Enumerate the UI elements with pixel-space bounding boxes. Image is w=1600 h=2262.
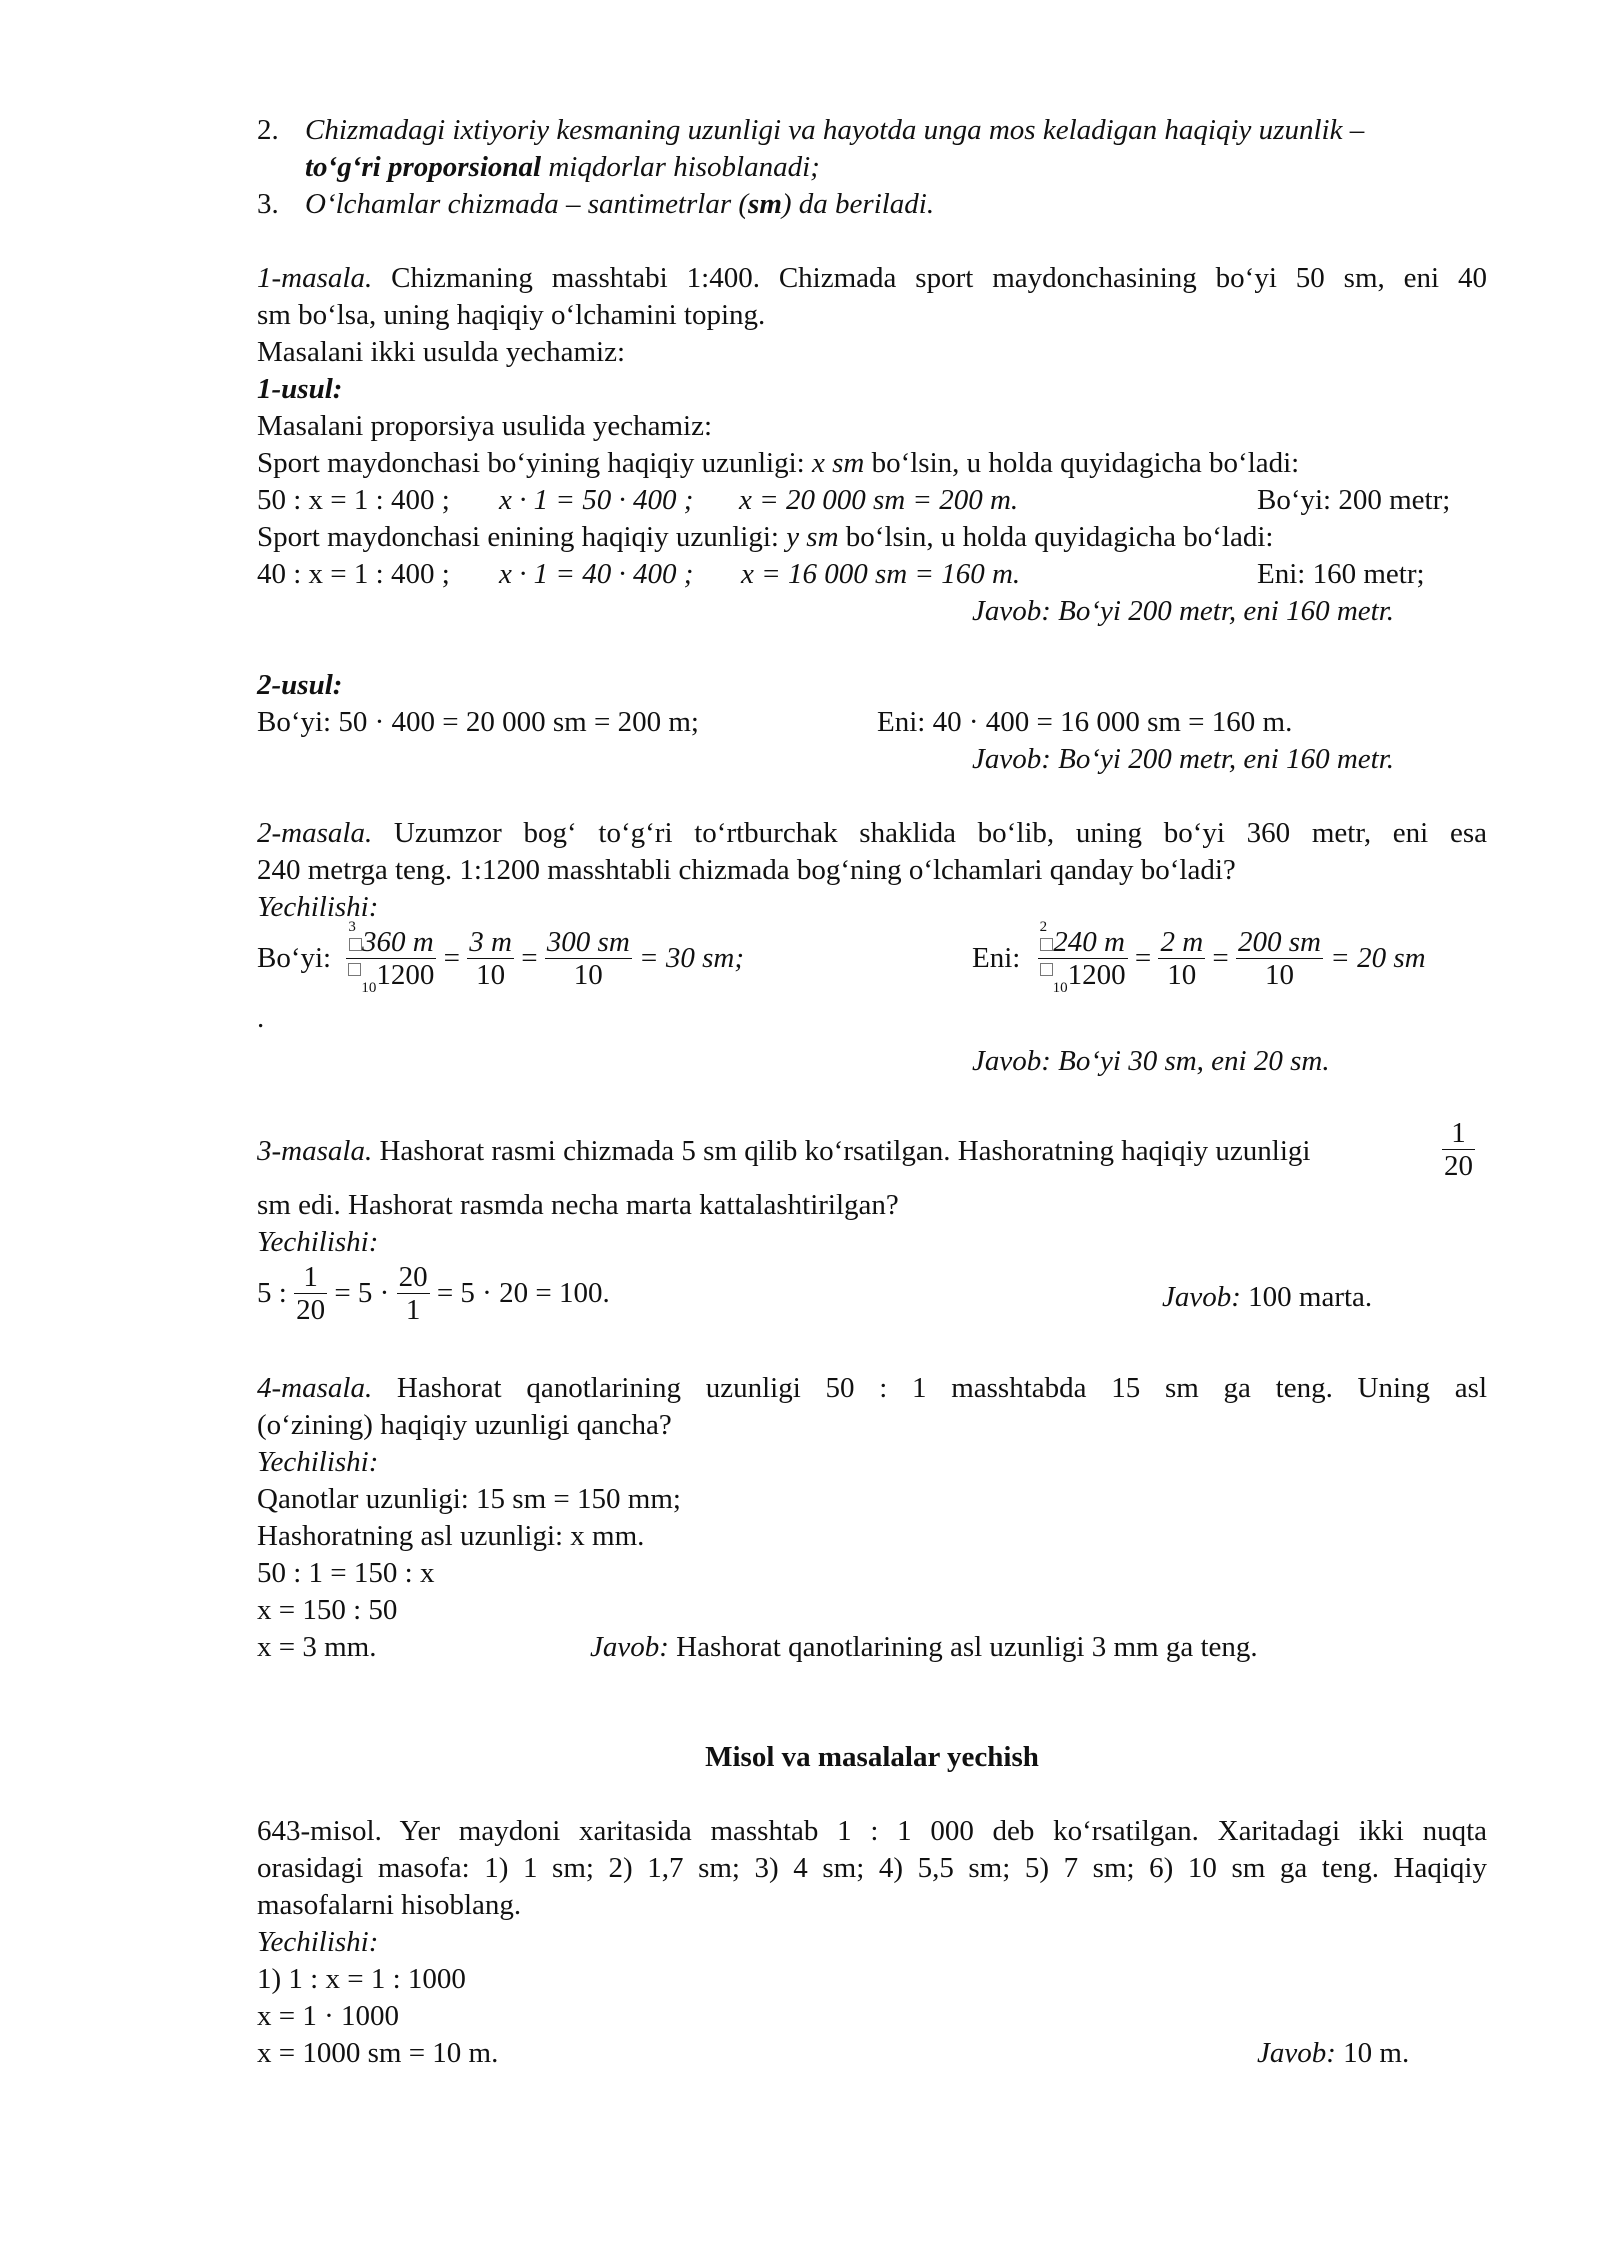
answer: Javob: Bo‘yi 200 metr, eni 160 metr. <box>972 743 1395 775</box>
fraction: $\frac{300 sm}{10}$ <box>546 926 630 991</box>
list-item-2 <box>257 112 1487 186</box>
exercise-643-statement-cont: orasidagi masofa: 1) 1 sm; 2) 1,7 sm; 3) 4 sm; 4) 5,5 sm; 5) 7 sm; 6) 10 sm ga teng. Haqiqiy <box>257 1852 1487 1884</box>
equation: Bo‘yi: 50 · 400 = 20 000 sm = 200 m; <box>257 706 699 738</box>
problem-4-statement: 4-masala. Hashorat qanotlarining uzunligi 50 : 1 masshtabda 15 sm ga teng. Uning asl <box>257 1372 1487 1404</box>
problem-1-statement: 1-masala. Chizmaning masshtabi 1:400. Chizmada sport maydonchasining bo‘yi 50 sm, eni 40 <box>257 262 1487 294</box>
equation: 1) 1 : x = 1 : 1000 <box>257 1963 466 1995</box>
fraction: 2 240 m $_{10}$1200 <box>1039 919 1126 996</box>
equation: x = 20 000 sm = 200 m. <box>739 484 1019 516</box>
answer: Javob: 100 marta. <box>1162 1281 1373 1313</box>
problem-3-statement-cont: sm edi. Hashorat rasmda necha marta kattalashtirilgan? <box>257 1189 899 1221</box>
list-number: 2. <box>257 114 279 146</box>
equation: x · 1 = 50 · 400 ; <box>499 484 694 516</box>
problem-1-statement-cont: sm bo‘lsa, uning haqiqiy o‘lchamini toping. <box>257 299 766 331</box>
fraction: 3 360 m $_{10}$1200 <box>348 919 435 996</box>
paragraph: Masalani ikki usulda yechamiz: <box>257 336 626 368</box>
list-text: Chizmadagi ixtiyoriy kesmaning uzunligi va hayotda unga mos keladigan haqiqiy uzunlik – <box>305 114 1365 146</box>
method-2-heading: 2-usul: <box>257 669 343 701</box>
paragraph: Masalani proporsiya usulida yechamiz: <box>257 410 713 442</box>
equation-row <box>257 2035 1487 2072</box>
equation: Hashoratning asl uzunligi: x mm. <box>257 1520 645 1552</box>
fraction: $\frac{3 m}{10}$ <box>469 926 512 991</box>
answer: Javob: Hashorat qanotlarining asl uzunligi 3 mm ga teng. <box>590 1631 1258 1663</box>
problem-4-statement-cont: (o‘zining) haqiqiy uzunligi qancha? <box>257 1409 672 1441</box>
equation: x = 150 : 50 <box>257 1594 398 1626</box>
answer-row <box>257 593 1487 630</box>
list-item-3 <box>257 186 1487 223</box>
problem-2-statement: 2-masala. Uzumzor bog‘ to‘g‘ri to‘rtburchak shaklida bo‘lib, uning bo‘yi 360 metr, eni esa <box>257 817 1487 849</box>
paragraph: Sport maydonchasi bo‘yining haqiqiy uzunligi: x sm bo‘lsin, u holda quyidagicha bo‘ladi: <box>257 447 1300 479</box>
equation: x = 3 mm. <box>257 1631 377 1663</box>
document-page <box>257 112 1487 2072</box>
fraction-equation-width: Eni: 2 240 m $_{10}$1200 = $\frac{2 m}{10}$ = $\frac{200 sm}{10}$ = 20 sm <box>972 919 1426 996</box>
equation: x = 16 000 sm = 160 m. <box>741 558 1021 590</box>
fraction-row <box>257 919 1487 1000</box>
answer: Eni: 160 metr; <box>1257 558 1425 590</box>
solution-heading: Yechilishi: <box>257 1226 379 1258</box>
answer-row <box>257 1043 1487 1080</box>
equation-row <box>257 1629 1487 1666</box>
fraction: $\frac{2 m}{10}$ <box>1160 926 1204 991</box>
equation-row <box>257 482 1487 519</box>
list-number: 3. <box>257 188 279 220</box>
solution-heading: Yechilishi: <box>257 891 379 923</box>
equation: x = 1000 sm = 10 m. <box>257 2037 499 2069</box>
equation: Qanotlar uzunligi: 15 sm = 150 mm; <box>257 1483 681 1515</box>
answer: Javob: 10 m. <box>1257 2037 1410 2069</box>
equation: 40 : x = 1 : 400 ; <box>257 558 450 590</box>
fraction: $\frac{1}{20}$ <box>296 1261 326 1326</box>
placeholder-box-icon <box>1040 938 1053 951</box>
equation-row <box>257 704 1487 741</box>
fraction-equation: 5 : $\frac{1}{20}$ = 5 · $\frac{20}{1}$ = 5 · 20 = 100. <box>257 1261 610 1326</box>
problem-2-statement-cont: 240 metrga teng. 1:1200 masshtabli chizmada bog‘ning o‘lchamlari qanday bo‘ladi? <box>257 854 1236 886</box>
answer-row <box>257 741 1487 778</box>
solution-heading: Yechilishi: <box>257 1446 379 1478</box>
equation-row <box>257 556 1487 593</box>
exercise-643-statement: 643-misol. Yer maydoni xaritasida masshtab 1 : 1 000 deb ko‘rsatilgan. Xaritadagi ikki nuqta <box>257 1815 1487 1847</box>
paragraph: Sport maydonchasi enining haqiqiy uzunligi: y sm bo‘lsin, u holda quyidagicha bo‘ladi: <box>257 521 1274 553</box>
problem-3-statement: 3-masala. Hashorat rasmi chizmada 5 sm qilib ko‘rsatilgan. Hashoratning haqiqiy uzunligi $\frac{1}{20}$ <box>257 1117 1473 1182</box>
solution-heading: Yechilishi: <box>257 1926 379 1958</box>
equation: 50 : x = 1 : 400 ; <box>257 484 450 516</box>
fraction-equation-length: Bo‘yi: 3 360 m $_{10}$1200 = $\frac{3 m}{10}$ = $\frac{300 sm}{10}$ = 30 sm; <box>257 919 744 996</box>
answer: Javob: Bo‘yi 30 sm, eni 20 sm. <box>972 1045 1330 1077</box>
answer: Javob: Bo‘yi 200 metr, eni 160 metr. <box>972 595 1395 627</box>
placeholder-box-icon <box>1040 963 1053 976</box>
fraction: $\frac{200 sm}{10}$ <box>1238 926 1321 991</box>
list-text-cont: to‘g‘ri proporsional miqdorlar hisoblanadi; <box>305 151 820 183</box>
stray-dot: . <box>257 1002 265 1034</box>
bold-term: to‘g‘ri proporsional <box>305 151 542 183</box>
method-1-heading: 1-usul: <box>257 373 343 405</box>
equation: x · 1 = 40 · 400 ; <box>499 558 694 590</box>
fraction: $\frac{1}{20}$ <box>1444 1117 1473 1182</box>
answer: Bo‘yi: 200 metr; <box>1257 484 1451 516</box>
list-text: O‘lchamlar chizmada – santimetrlar (sm) da beriladi. <box>305 188 935 220</box>
placeholder-box-icon <box>349 938 362 951</box>
fraction: $\frac{20}{1}$ <box>398 1261 428 1326</box>
fraction-row <box>257 1261 1487 1333</box>
equation: x = 1 · 1000 <box>257 2000 400 2032</box>
section-title: Misol va masalalar yechish <box>705 1741 1039 1773</box>
equation: 50 : 1 = 150 : x <box>257 1557 435 1589</box>
equation: Eni: 40 · 400 = 16 000 sm = 160 m. <box>877 706 1293 738</box>
placeholder-box-icon <box>348 963 361 976</box>
exercise-643-statement-end: masofalarni hisoblang. <box>257 1889 522 1921</box>
